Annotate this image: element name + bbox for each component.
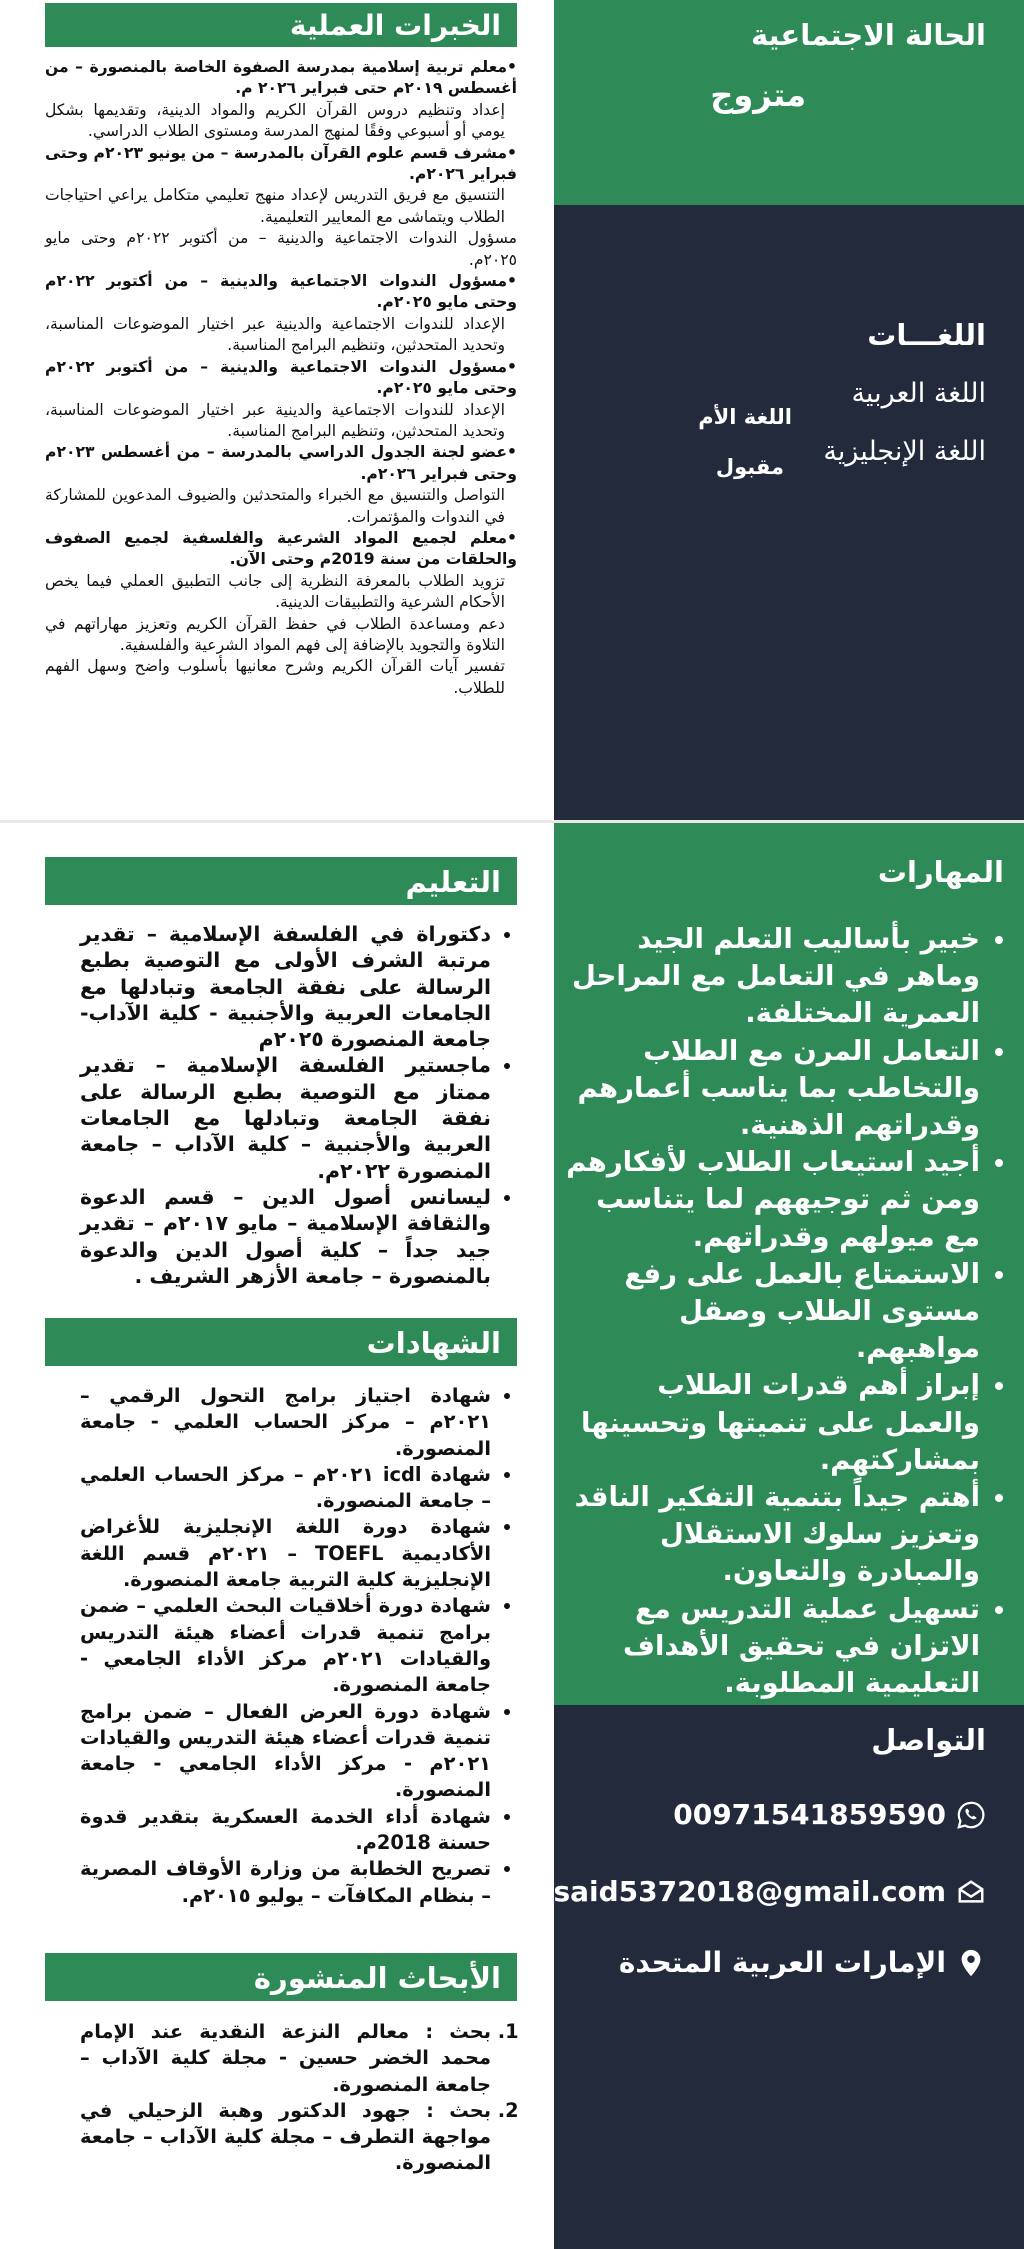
resume-page-1 — [0, 0, 1024, 820]
experience-body: تفسير آيات القرآن الكريم وشرح معانيها بأسلوب واضح وسهل الفهم للطلاب. — [45, 657, 505, 697]
education-title: التعليم — [45, 857, 517, 905]
contact-phone[interactable] — [673, 1798, 986, 1831]
skill-item: • أهتم جيداً بتنمية التفكير الناقد وتعزيز سلوك الاستقلال والمبادرة والتعاون. — [554, 1479, 980, 1591]
location-text: الإمارات العربية المتحدة — [618, 1946, 946, 1979]
education-list — [80, 921, 517, 1289]
certificate-item: • شهادة دورة العرض الفعال – ضمن برامج تنمية قدرات أعضاء هيئة التدريس والقيادات ٢٠٢١م - مركز الأداء الجامعي - جامعة المنصورة. — [80, 1699, 491, 1804]
experience-head: •مسؤول الندوات الاجتماعية والدينية – من أكتوبر ٢٠٢٢م وحتى مايو ٢٠٢٥م. — [45, 357, 517, 398]
certificate-item: • شهادة اجتياز برامج التحول الرقمي – ٢٠٢١م – مركز الحساب العلمي - جامعة المنصورة. — [80, 1383, 491, 1462]
certificate-item: • شهادة icdl ٢٠٢١م – مركز الحساب العلمي – جامعة المنصورة. — [80, 1462, 491, 1515]
main-column — [45, 0, 517, 820]
envelope-icon — [956, 1877, 986, 1907]
language-level: اللغة الأم — [698, 405, 792, 429]
research-item: 1. بحث : معالم النزعة النقدية عند الإمام محمد الخضر حسين - مجلة كلية الآداب – جامعة المنصورة. — [80, 2019, 491, 2098]
experience-body: مسؤول الندوات الاجتماعية والدينية – من أكتوبر ٢٠٢٢م وحتى مايو ٢٠٢٥م. — [45, 229, 517, 269]
skills-list — [554, 921, 1024, 1702]
sidebar — [554, 0, 1024, 820]
marital-value: متزوج — [710, 76, 806, 114]
email-text: esaid5372018@gmail.com — [534, 1875, 946, 1908]
language-level: مقبول — [715, 455, 784, 479]
experience-head: •معلم تربية إسلامية بمدرسة الصفوة الخاصة بالمنصورة – من أغسطس ٢٠١٩م حتى فبراير ٢٠٢٦ م. — [45, 58, 517, 98]
skill-item: • خبير بأساليب التعلم الجيد وماهر في التعامل مع المراحل العمرية المختلفة. — [554, 921, 980, 1033]
contact-email[interactable] — [534, 1875, 986, 1908]
experience-body: التواصل والتنسيق مع الخبراء والمتحدثين والضيوف المدعوين للمشاركة في الندوات والمؤتمرات. — [45, 486, 505, 526]
research-list — [80, 2019, 517, 2177]
certificate-item: • شهادة دورة اللغة الإنجليزية للأغراض الأكاديمية TOEFL – ٢٠٢١م قسم اللغة الإنجليزية كلية التربية جامعة المنصورة. — [80, 1514, 491, 1593]
experience-head: •معلم لجميع المواد الشرعية والفلسفية لجميع الصفوف والحلقات من سنة 2019م وحتى الآن. — [45, 528, 517, 569]
certificates-list — [80, 1383, 517, 1909]
experience-head: •مسؤول الندوات الاجتماعية والدينية – من أكتوبر ٢٠٢٢م وحتى مايو ٢٠٢٥م. — [45, 272, 517, 312]
experience-body: تزويد الطلاب بالمعرفة النظرية إلى جانب التطبيق العملي فيما يخص الأحكام الشرعية والتطبيقات الدينية. — [45, 571, 505, 612]
experience-body: الإعداد للندوات الاجتماعية والدينية عبر اختيار الموضوعات المناسبة، وتحديد المتحدثين، وتنظيم البرامج المناسبة. — [45, 314, 505, 355]
language-name: اللغة العربية — [851, 378, 986, 409]
experience-list — [45, 57, 517, 699]
education-item: • ليسانس أصول الدين – قسم الدعوة والثقافة الإسلامية – مايو ٢٠١٧م – تقدير جيد جداً – كلية أصول الدين والدعوة بالمنصورة – جامعة الأزهر الشريف . — [80, 1184, 491, 1289]
languages-title: اللغـــات — [867, 318, 986, 352]
resume-page-2 — [0, 823, 1024, 2249]
research-item: 2. بحث : جهود الدكتور وهبة الزحيلي في مواجهة التطرف – مجلة كلية الآداب – جامعة المنصورة. — [80, 2098, 491, 2177]
marital-block — [554, 0, 1024, 205]
education-item: • ماجستير الفلسفة الإسلامية – تقدير ممتاز مع التوصية بطبع الرسالة على نفقة الجامعة وتبادلها مع الجامعات العربية والأجنبية – كلية الآداب – جامعة المنصورة ٢٠٢٢م. — [80, 1052, 491, 1183]
experience-head: •عضو لجنة الجدول الدراسي بالمدرسة – من أغسطس ٢٠٢٣م وحتى فبراير ٢٠٢٦م. — [45, 443, 517, 483]
certificates-title: الشهادات — [45, 1318, 517, 1366]
marital-title: الحالة الاجتماعية — [750, 18, 986, 52]
skill-item: • الاستمتاع بالعمل على رفع مستوى الطلاب وصقل مواهبهم. — [554, 1256, 980, 1368]
whatsapp-icon — [956, 1800, 986, 1830]
skills-block — [554, 823, 1024, 1705]
experience-title: الخبرات العملية — [45, 3, 517, 47]
contact-title: التواصل — [871, 1723, 986, 1757]
language-name: اللغة الإنجليزية — [823, 436, 986, 467]
experience-body: التنسيق مع فريق التدريس لإعداد منهج تعليمي متكامل يراعي احتياجات الطلاب ويتماشى مع المعايير التعليمية. — [45, 186, 505, 226]
certificate-item: • شهادة أداء الخدمة العسكرية بتقدير قدوة حسنة 2018م. — [80, 1804, 491, 1857]
education-item: • دكتوراة في الفلسفة الإسلامية – تقدير مرتبة الشرف الأولى مع التوصية بطبع الرسالة على نفقة الجامعة وتبادلها مع الجامعات العربية والأجنبية - كلية الآداب- جامعة المنصورة ٢٠٢٥م — [80, 921, 491, 1052]
sidebar — [534, 823, 1024, 2249]
skill-item: • إبراز أهم قدرات الطلاب والعمل على تنميتها وتحسينها بمشاركتهم. — [554, 1367, 980, 1479]
contact-location — [619, 1946, 986, 1979]
experience-head: •مشرف قسم علوم القرآن بالمدرسة – من يونيو ٢٠٢٣م وحتى فبراير ٢٠٢٦م. — [45, 143, 517, 184]
experience-body: إعداد وتنظيم دروس القرآن الكريم والمواد الدينية، وتقديمها بشكل يومي أو أسبوعي وفقًا لمنهج المدرسة ومستوى الطلاب الدراسي. — [45, 100, 505, 141]
certificate-item: • تصريح الخطابة من وزارة الأوقاف المصرية – بنظام المكافآت – يوليو ٢٠١٥م. — [80, 1856, 491, 1909]
skill-item: • التعامل المرن مع الطلاب والتخاطب بما يناسب أعمارهم وقدراتهم الذهنية. — [554, 1033, 980, 1145]
skill-item: • أجيد استيعاب الطلاب لأفكارهم ومن ثم توجيههم لما يتناسب مع ميولهم وقدراتهم. — [554, 1144, 980, 1256]
phone-text: 00971541859590 — [673, 1798, 946, 1831]
main-column — [45, 823, 517, 2249]
experience-body: الإعداد للندوات الاجتماعية والدينية عبر اختيار الموضوعات المناسبة، وتحديد المتحدثين، وتنظيم البرامج المناسبة. — [45, 400, 505, 440]
skill-item: • تسهيل عملية التدريس مع الاتزان في تحقيق الأهداف التعليمية المطلوبة. — [554, 1591, 980, 1703]
research-title: الأبحاث المنشورة — [45, 1953, 517, 2001]
map-pin-icon — [956, 1948, 986, 1978]
skills-title: المهارات — [877, 855, 1004, 889]
certificate-item: • شهادة دورة أخلاقيات البحث العلمي – ضمن برامج تنمية قدرات أعضاء هيئة التدريس والقيادات ٢٠٢١م مركز الأداء الجامعي - جامعة المنصورة. — [80, 1593, 491, 1698]
experience-body: دعم ومساعدة الطلاب في حفظ القرآن الكريم وتعزيز مهاراتهم في التلاوة والتجويد بالإضافة إلى فهم المواد الشرعية والفلسفية. — [45, 614, 505, 654]
